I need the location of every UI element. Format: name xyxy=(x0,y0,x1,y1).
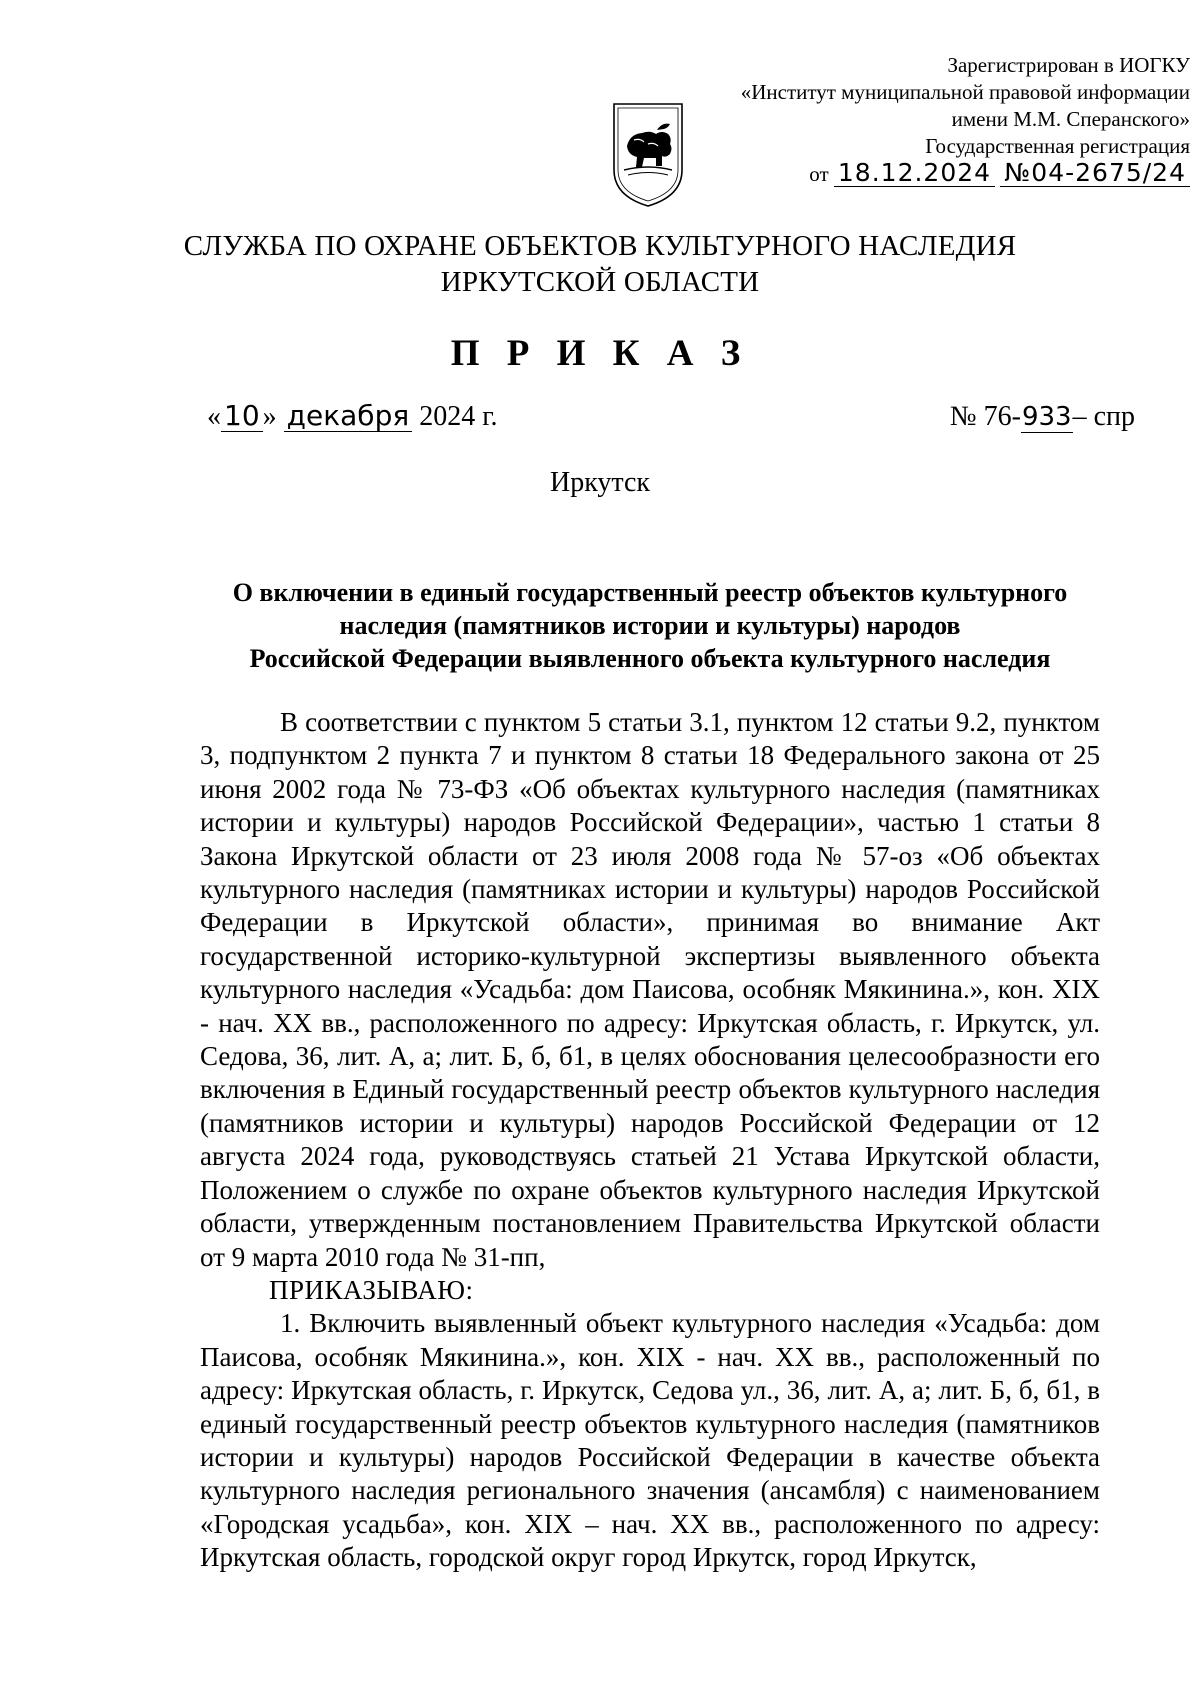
order-number xyxy=(950,400,1135,434)
registration-number: №04-2675/24 xyxy=(1000,160,1190,187)
registration-line-1: Зарегистрирован в ИОГКУ xyxy=(947,53,1190,77)
registration-prefix: от xyxy=(809,162,829,186)
order-number-suffix: – спр xyxy=(1072,401,1135,432)
registration-line-3: имени М.М. Сперанского» xyxy=(951,107,1190,131)
registration-stamp xyxy=(670,52,1190,188)
order-keyword: ПРИКАЗЫВАЮ: xyxy=(269,1274,474,1305)
registration-date-line xyxy=(670,160,1190,188)
date-month: декабря xyxy=(284,401,413,432)
coat-of-arms-icon xyxy=(610,100,686,210)
registration-date: 18.12.2024 xyxy=(834,160,995,187)
order-item-1: 1. Включить выявленный объект культурного наследия «Усадьба: дом Паисова, особняк Мякинина.», кон. XIX - нач. XX вв., расположенный по адресу: Иркутская область, г. Иркутск, Седова ул., 36, лит. А, а; лит. Б, б, б1, в единый государственный реестр объектов культурного наследия (памятников истории и культуры) народов Российской Федерации в качестве объекта культурного наследия регионального значения (ансамбля) с наименованием «Городская усадьба», кон. XIX – нач. XX вв., расположенного по адресу: Иркутская область, городской округ город Иркутск, город Иркутск, xyxy=(200,1308,1100,1573)
order-date xyxy=(207,400,498,434)
order-heading xyxy=(200,576,1100,675)
date-day: 10 xyxy=(221,401,263,432)
city: Иркутск xyxy=(549,467,651,498)
date-open-quote: « xyxy=(207,401,221,432)
organization-line-2: ИРКУТСКОЙ ОБЛАСТИ xyxy=(440,266,760,298)
heading-line-1: О включении в единый государственный реестр объектов культурного xyxy=(232,578,1068,607)
order-number-prefix: № 76- xyxy=(949,401,1021,432)
date-close-quote: » xyxy=(262,401,277,432)
heading-line-3: Российской Федерации выявленного объекта культурного наследия xyxy=(249,644,1051,673)
heading-line-2: наследия (памятников истории и культуры) народов xyxy=(339,611,961,640)
order-number-value: 933 xyxy=(1021,402,1072,432)
organization-line-1: СЛУЖБА ПО ОХРАНЕ ОБЪЕКТОВ КУЛЬТУРНОГО НАСЛЕДИЯ xyxy=(183,230,1017,262)
order-body xyxy=(200,706,1100,1575)
date-year: 2024 г. xyxy=(419,401,498,432)
organization-name xyxy=(0,228,1200,300)
preamble-paragraph: В соответствии с пунктом 5 статьи 3.1, пунктом 12 статьи 9.2, пунктом 3, подпунктом 2 пункта 7 и пунктом 8 статьи 18 Федерального закона от 25 июня 2002 года № 73-ФЗ «Об объектах культурного наследия (памятниках истории и культуры) народов Российской Федерации», частью 1 статьи 8 Закона Иркутской области от 23 июля 2008 года № 57-оз «Об объектах культурного наследия (памятниках истории и культуры) народов Российской Федерации в Иркутской области», принимая во внимание Акт государственной историко-культурной экспертизы выявленного объекта культурного наследия «Усадьба: дом Паисова, особняк Мякинина.», кон. XIX - нач. XX вв., расположенного по адресу: Иркутская область, г. Иркутск, ул. Седова, 36, лит. А, а; лит. Б, б, б1, в целях обоснования целесообразности его включения в Единый государственный реестр объектов культурного наследия (памятников истории и культуры) народов Российской Федерации от 12 августа 2024 года, руководствуясь статьей 21 Устава Иркутской области, Положением о службе по охране объектов культурного наследия Иркутской области, утвержденным постановлением Правительства Иркутской области от 9 марта 2010 года № 31-пп, xyxy=(200,707,1100,1272)
document-title: П Р И К А З xyxy=(450,333,750,374)
registration-line-2: «Институт муниципальной правовой информации xyxy=(740,80,1190,104)
registration-line-4: Государственная регистрация xyxy=(925,134,1190,158)
